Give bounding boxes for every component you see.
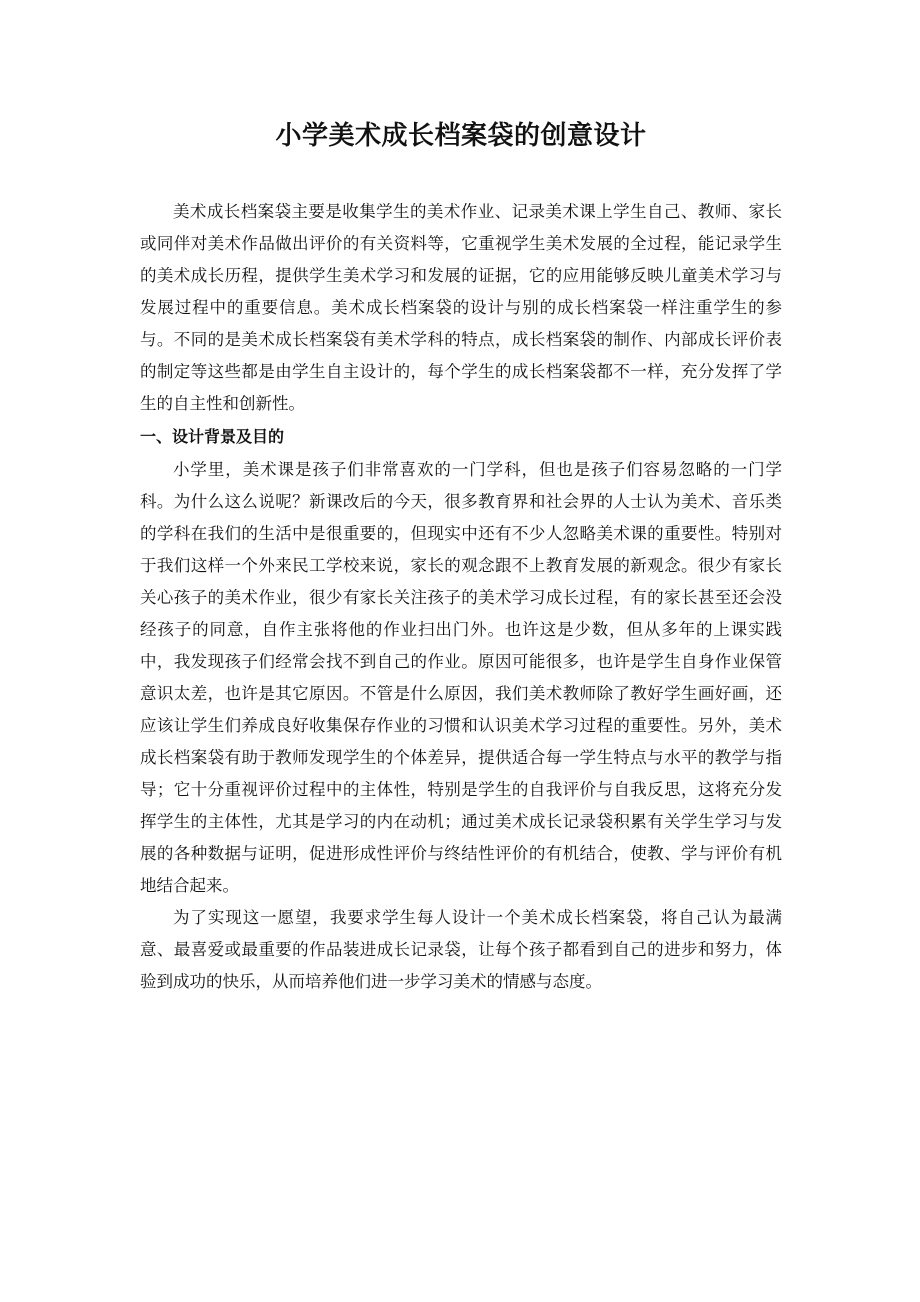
intro-paragraph: 美术成长档案袋主要是收集学生的美术作业、记录美术课上学生自己、教师、家长或同伴对美术作品做出评价的有关资料等，它重视学生美术发展的全过程，能记录学生的美术成长历程，提供学生美术学习和发展的证据，它的应用能够反映儿童美术学习与发展过程中的重要信息。美术成长档案袋的设计与别的成长档案袋一样注重学生的参与。不同的是美术成长档案袋有美术学科的特点，成长档案袋的制作、内部成长评价表的制定等这些都是由学生自主设计的，每个学生的成长档案袋都不一样，充分发挥了学生的自主性和创新性。 [140, 202, 782, 413]
document-title: 小学美术成长档案袋的创意设计 [275, 121, 647, 151]
background-paragraph: 小学里，美术课是孩子们非常喜欢的一门学科，但也是孩子们容易忽略的一门学科。为什么这么说呢？新课改后的今天，很多教育界和社会界的人士认为美术、音乐类的学科在我们的生活中是很重要的，但现实中还有不少人忽略美术课的重要性。特别对于我们这样一个外来民工学校来说，家长的观念跟不上教育发展的新观念。很少有家长关心孩子的美术作业，很少有家长关注孩子的美术学习成长过程，有的家长甚至还会没经孩子的同意，自作主张将他的作业扫出门外。也许这是少数，但从多年的上课实践中，我发现孩子们经常会找不到自己的作业。原因可能很多，也许是学生自身作业保管意识太差，也许是其它原因。不管是什么原因，我们美术教师除了教好学生画好画，还应该让学生们养成良好收集保存作业的习惯和认识美术学习过程的重要性。另外，美术成长档案袋有助于教师发现学生的个体差异，提供适合每一学生特点与水平的教学与指导；它十分重视评价过程中的主体性，特别是学生的自我评价与自我反思，这将充分发挥学生的主体性，尤其是学习的内在动机；通过美术成长记录袋积累有关学生学习与发展的各种数据与证明，促进形成性评价与终结性评价的有机结合，使教、学与评价有机地结合起来。 [140, 460, 782, 895]
goal-paragraph: 为了实现这一愿望，我要求学生每人设计一个美术成长档案袋，将自己认为最满意、最喜爱或最重要的作品装进成长记录袋，让每个孩子都看到自己的进步和努力，体验到成功的快乐，从而培养他们进一步学习美术的情感与态度。 [140, 908, 782, 991]
section-heading-background: 一、设计背景及目的 [140, 427, 285, 446]
